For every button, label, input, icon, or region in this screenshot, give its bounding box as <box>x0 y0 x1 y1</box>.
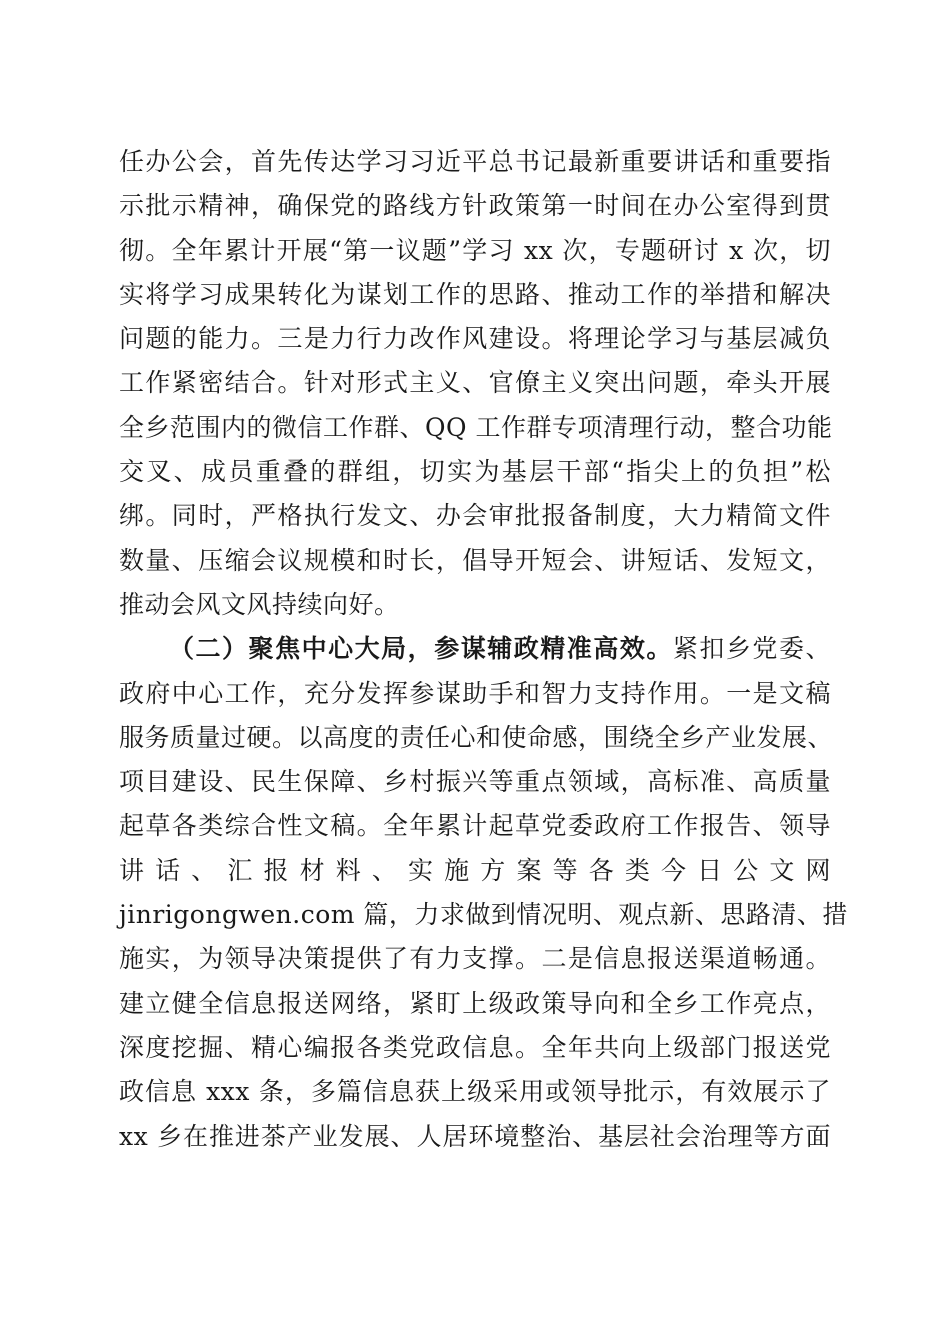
paragraph-line: 示批示精神，确保党的路线方针政策第一时间在办公室得到贯 <box>119 191 831 221</box>
paragraph-line: jinrigongwen.com 篇，力求做到情况明、观点新、思路清、措 <box>119 900 848 930</box>
section-heading-rest: 紧扣乡党委、 <box>672 634 831 664</box>
paragraph-line: 项目建设、民生保障、乡村振兴等重点领域，高标准、高质量 <box>119 767 831 797</box>
paragraph-line: 服务质量过硬。以高度的责任心和使命感，围绕全乡产业发展、 <box>119 722 834 752</box>
paragraph-line: 问题的能力。三是力行力改作风建设。将理论学习与基层减负 <box>119 324 831 354</box>
paragraph-line: 建立健全信息报送网络，紧盯上级政策导向和全乡工作亮点， <box>119 988 831 1018</box>
paragraph-line: 政信息 xxx 条，多篇信息获上级采用或领导批示，有效展示了 <box>119 1077 831 1107</box>
section-heading: （二）聚焦中心大局，参谋辅政精准高效。 <box>169 634 673 664</box>
section-heading-line <box>119 627 831 671</box>
paragraph-line: 工作紧密结合。针对形式主义、官僚主义突出问题，牵头开展 <box>119 368 831 398</box>
paragraph-line: 全乡范围内的微信工作群、QQ 工作群专项清理行动，整合功能 <box>119 412 833 442</box>
paragraph-line: 施实，为领导决策提供了有力支撑。二是信息报送渠道畅通。 <box>119 944 831 974</box>
paragraph-line: 政府中心工作，充分发挥参谋助手和智力支持作用。一是文稿 <box>119 678 831 708</box>
paragraph-line: 绑。同时，严格执行发文、办会审批报备制度，大力精简文件 <box>119 501 831 531</box>
paragraph-line: 起草各类综合性文稿。全年累计起草党委政府工作报告、领导 <box>119 811 831 841</box>
paragraph-line: 推动会风文风持续向好。 <box>119 589 400 619</box>
paragraph-line: xx 乡在推进茶产业发展、人居环境整治、基层社会治理等方面 <box>119 1121 831 1151</box>
paragraph-line: 实将学习成果转化为谋划工作的思路、推动工作的举措和解决 <box>119 279 831 309</box>
paragraph-line: 任办公会，首先传达学习习近平总书记最新重要讲话和重要指 <box>119 147 831 176</box>
paragraph-line: 彻。全年累计开展“第一议题”学习 xx 次，专题研讨 x 次，切 <box>119 235 831 265</box>
paragraph-line: 数量、压缩会议规模和时长，倡导开短会、讲短话、发短文， <box>119 545 831 575</box>
paragraph-line: 交叉、成员重叠的群组，切实为基层干部“指尖上的负担”松 <box>119 457 831 487</box>
document-body <box>119 140 848 1159</box>
paragraph-line: 深度挖掘、精心编报各类党政信息。全年共向上级部门报送党 <box>119 1032 831 1062</box>
paragraph-line: 讲 话 、 汇 报 材 料 、 实 施 方 案 等 各 类 今 日 公 文 网 <box>119 855 831 885</box>
